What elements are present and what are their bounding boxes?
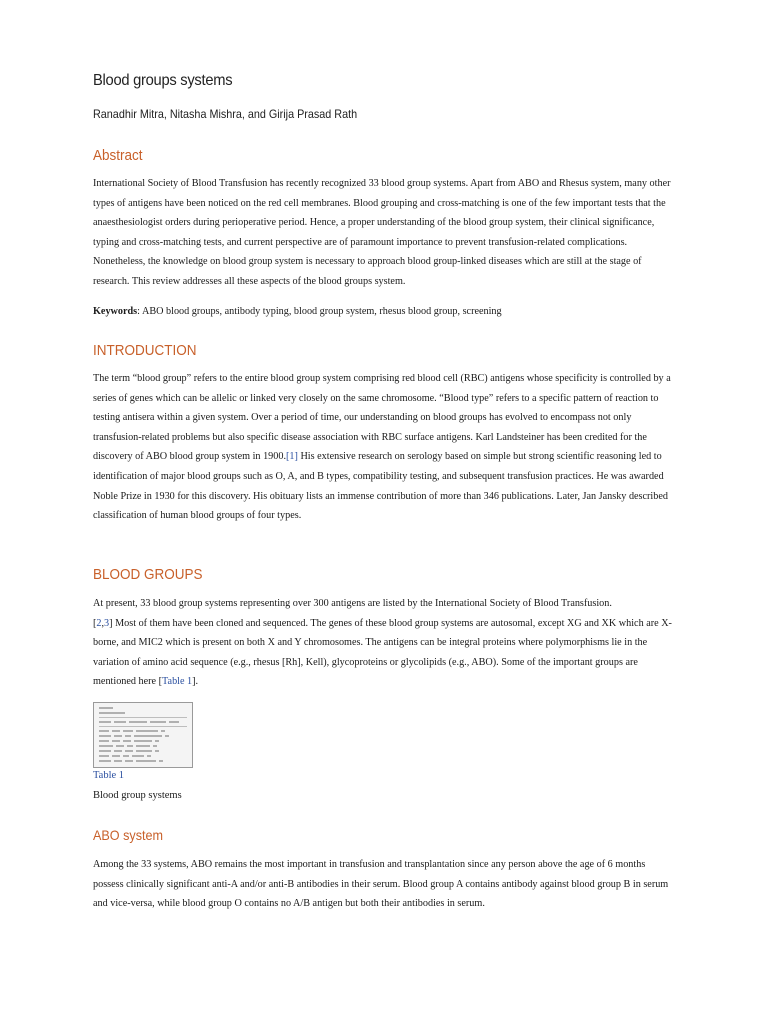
keywords-line	[93, 302, 675, 322]
abstract-text: International Society of Blood Transfusion has recently recognized 33 blood group systems. Apart from ABO and Rhesus system, many other types of antigens have been noticed on the red cell membranes. Blood grouping and cross-matching is one of the few important tests that the anaesthesiologist orders during perioperative period. Hence, a proper understanding of the blood group system, their clinical significance, typing and cross-matching tests, and current perspective are of paramount importance to prevent transfusion-related complications. Nonetheless, the knowledge on blood group system is necessary to approach blood group-linked diseases which are still at the stage of research. This review addresses all these aspects of the blood groups system.	[93, 178, 671, 287]
table-1-link[interactable]: Table 1	[162, 676, 193, 688]
keywords-list: : ABO blood groups, antibody typing, blood group system, rhesus blood group, screening	[137, 306, 502, 317]
abstract-heading: Abstract	[93, 147, 143, 164]
bracket: [	[93, 617, 97, 629]
blood-groups-text-part: Most of them have been cloned and sequenced. The genes of these blood group systems are autosomal, except XG and XK which are X-borne, and MIC2 which is present on both X and Y chromosomes. The antigens can be integral proteins where polymorphisms lie in the variation of amino acid sequence (e.g., rhesus [Rh], Kell), glycoproteins or glycolipids (e.g., ABO). Some of the important groups are mentioned here [	[93, 617, 672, 688]
keywords-label: Keywords	[93, 306, 138, 317]
blood-groups-heading: BLOOD GROUPS	[93, 566, 203, 583]
reference-link-2[interactable]: 2	[96, 617, 102, 629]
introduction-text-part: His extensive research on serology based on simple but strong scientific reasoning led to identification of major blood groups such as O, A, and B types, compatibility testing, and subsequent transfusion practices. He was awarded Noble Prize in 1930 for this discovery. His obituary lists an immense contribution of more than 346 publications. Later, Jan Jansky described classification of human blood groups of four types.	[93, 451, 668, 522]
article-title: Blood groups systems	[93, 72, 233, 89]
blood-groups-text-part: At present, 33 blood group systems representing over 300 antigens are listed by the International Society of Blood Transfusion.	[93, 598, 612, 609]
introduction-text-part: The term “blood group” refers to the entire blood group system comprising red blood cell (RBC) antigens whose specificity is controlled by a series of genes which can be allelic or linked very closely on the same chromosome. “Blood type” refers to a specific pattern of reaction to testing antisera within a given system. Over a period of time, our understanding on blood groups has evolved to encompass not only transfusion-related problems but also specific disease association with RBC surface antigens. Karl Landsteiner has been credited for the discovery of ABO blood group system in 1900.	[93, 373, 671, 463]
abo-system-heading: ABO system	[93, 827, 164, 843]
introduction-heading: INTRODUCTION	[93, 342, 197, 359]
reference-link-3[interactable]: 3	[104, 617, 110, 629]
table-1-label-link[interactable]: Table 1	[93, 770, 125, 781]
bracket: ]	[109, 617, 113, 629]
table-1-caption: Blood group systems	[93, 790, 182, 801]
article-authors: Ranadhir Mitra, Nitasha Mishra, and Girija Prasad Rath	[93, 107, 358, 121]
blood-groups-text	[93, 594, 675, 692]
abo-system-text: Among the 33 systems, ABO remains the most important in transfusion and transplantation since any person above the age of 6 months possess clinically significant anti-A and/or anti-B antibodies in their serum. Blood group A contains antibody against blood group B in serum and vice-versa, while blood group O contains no A/B antigen but both their antibodies in serum.	[93, 859, 669, 910]
reference-link-1[interactable]: [1]	[286, 451, 298, 463]
separator: ,	[101, 617, 105, 629]
introduction-text	[93, 369, 675, 526]
blood-groups-text-part: ].	[192, 676, 199, 688]
table-1-thumbnail[interactable]	[93, 702, 193, 768]
